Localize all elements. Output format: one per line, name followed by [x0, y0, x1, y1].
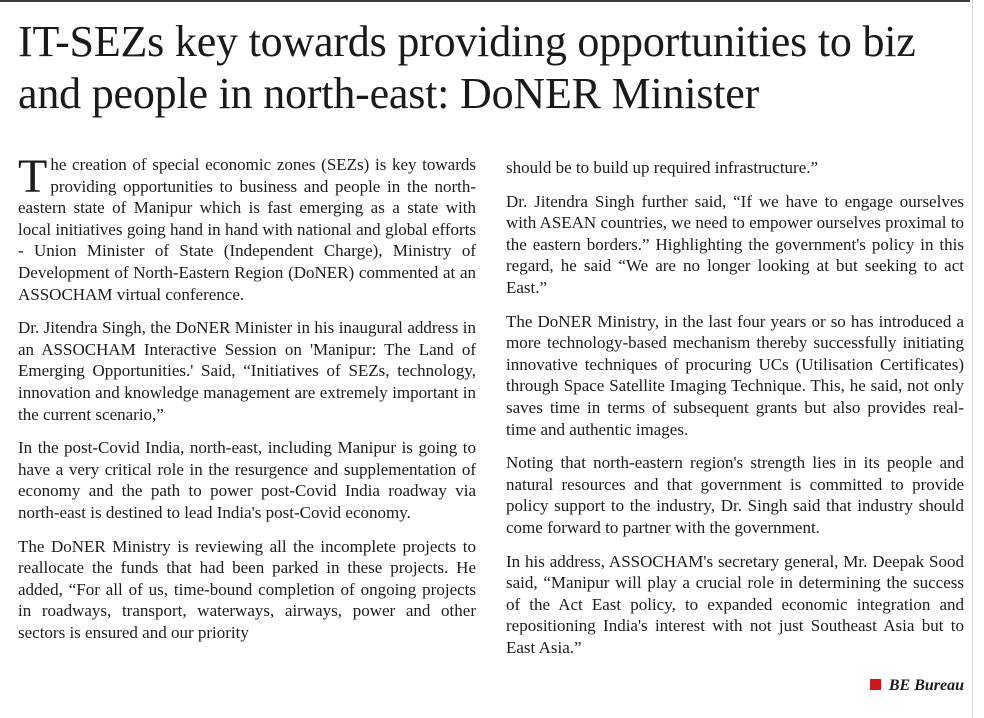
article-paragraph-4-part-2: should be to build up required infrastructure.” [506, 158, 819, 177]
article-paragraph-2: Dr. Jitendra Singh, the DoNER Minister in his inaugural address in an ASSOCHAM Interactive Session on 'Manipur: The Land of Emerging Opportunities.' Said, “Initiatives of SEZs, technology, innovation and knowledge management are extremely important in the current scenario,” [18, 318, 476, 424]
article-paragraph-1 [18, 150, 476, 305]
right-edge-rule [972, 0, 973, 718]
byline-text: BE Bureau [888, 677, 964, 694]
byline [870, 676, 964, 696]
top-rule [0, 0, 970, 2]
red-square-icon [870, 679, 881, 690]
article-column-right [506, 157, 964, 670]
article-headline: IT-SEZs key towards providing opportunities to biz and people in north-east: DoNER Minister [18, 17, 916, 118]
article-paragraph-5: Dr. Jitendra Singh further said, “If we have to engage ourselves with ASEAN countries, we need to empower ourselves proximal to the eastern borders.” Highlighting the government's policy in this regard, he said “We are no longer looking at but seeking to act East.” [506, 191, 964, 297]
drop-cap: T [18, 150, 48, 203]
article-paragraph-6: The DoNER Ministry, in the last four years or so has introduced a more technology-based mechanism thereby successfully initiating innovative techniques of procuring UCs (Utilisation Certificates) through Space Satellite Imaging Technique. This, he said, not only saves time in terms of subsequent grants but also provides real-time and authentic images. [506, 311, 964, 439]
article-paragraph-1-text: he creation of special economic zones (SEZs) is key towards providing opportunities to business and people in the north-eastern state of Manipur which is fast emerging as a state with local initiatives going hand in hand with national and global efforts - Union Minister of State (Independent Charge), Ministry of Development of North-Eastern Region (DoNER) commented at an ASSOCHAM virtual conference. [18, 155, 476, 304]
article-column-left [18, 150, 476, 655]
article-paragraph-3: In the post-Covid India, north-east, including Manipur is going to have a very critical role in the resurgence and supplementation of economy and the path to power post-Covid India roadway via north-east is destined to lead India's post-Covid economy. [18, 438, 476, 522]
article-paragraph-8: In his address, ASSOCHAM's secretary general, Mr. Deepak Sood said, “Manipur will play a crucial role in determining the success of the Act East policy, to expanded economic integration and repositioning India's interest with not just Southeast Asia but to East Asia.” [506, 551, 964, 657]
article-paragraph-4-part-1: The DoNER Ministry is reviewing all the incomplete projects to reallocate the funds that had been parked in these projects. He added, “For all of us, time-bound completion of ongoing projects in roadways, transport, waterways, airways, power and other sectors is ensured and our priority [18, 536, 476, 642]
article-paragraph-7: Noting that north-eastern region's strength lies in its people and natural resources and that government is committed to provide policy support to the industry, Dr. Singh said that industry should come forward to partner with the government. [506, 453, 964, 537]
